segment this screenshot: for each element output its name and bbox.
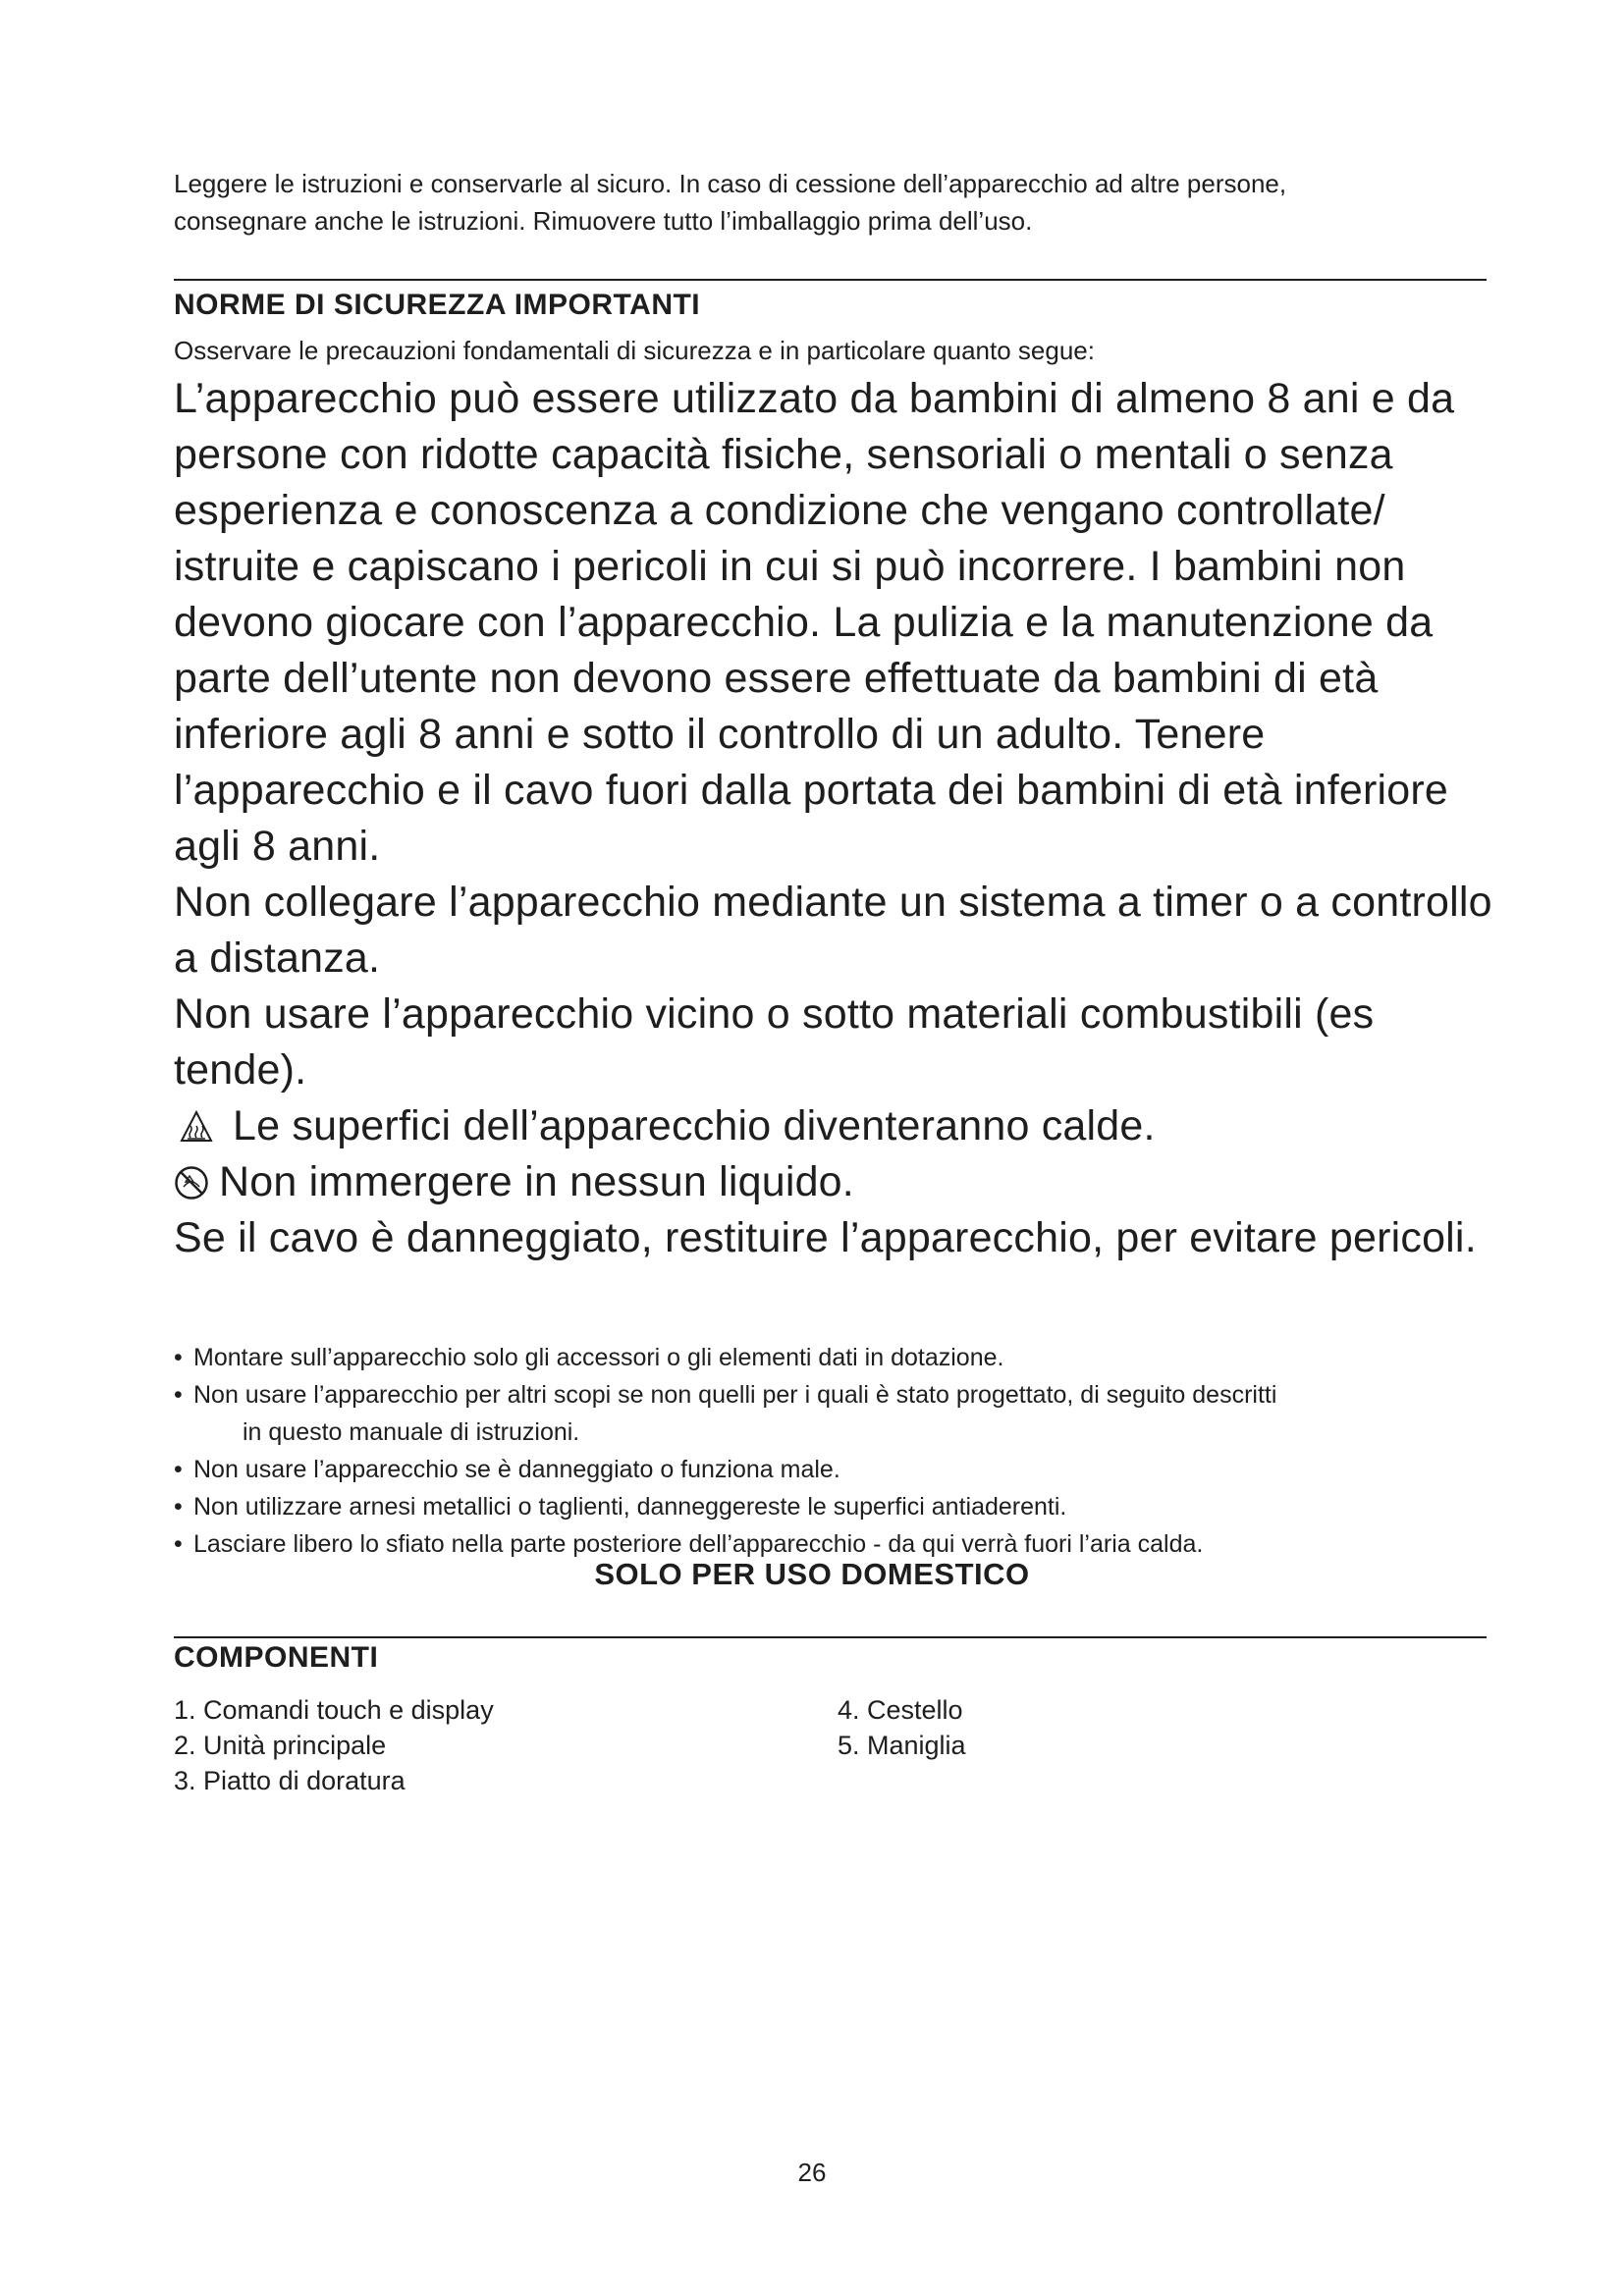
safety-paragraph-combustible: Non usare l’apparecchio vicino o sotto materiali combustibili (es tende). (174, 990, 1375, 1094)
section-divider (174, 279, 1487, 281)
bullet-text: Non usare l’apparecchio se è danneggiato o funziona male. (193, 1456, 840, 1483)
component-item: 4. Cestello (838, 1695, 963, 1725)
no-immerse-icon (174, 1165, 209, 1201)
safety-subtitle: Osservare le precauzioni fondamentali di sicurezza e in particolare quanto segue: (174, 336, 1095, 365)
intro-line: Leggere le istruzioni e conservarle al sicuro. In caso di cessione dell’apparecchio ad altre persone, (174, 169, 1287, 198)
bullet-text: Non utilizzare arnesi metallici o taglienti, danneggereste le superfici antiaderenti. (193, 1493, 1067, 1521)
components-list-right (838, 1692, 966, 1763)
component-item: 3. Piatto di doratura (174, 1766, 406, 1795)
components-title: COMPONENTI (174, 1641, 379, 1674)
bullet-text: Montare sull’apparecchio solo gli accessori o gli elementi dati in dotazione. (193, 1344, 1004, 1371)
hot-surface-icon (180, 1110, 213, 1144)
component-item: 1. Comandi touch e display (174, 1695, 494, 1725)
safety-large-text (174, 371, 1499, 1266)
list-item (174, 1488, 1489, 1525)
bullet-marker: • (174, 1456, 183, 1483)
intro-text (174, 165, 1489, 240)
section-divider (174, 1636, 1487, 1638)
list-item (174, 1376, 1489, 1451)
domestic-use-notice: SOLO PER USO DOMESTICO (594, 1557, 1030, 1591)
intro-line: consegnare anche le istruzioni. Rimuovere tutto l’imballaggio prima dell’uso. (174, 206, 1033, 236)
page-number: 26 (797, 2158, 827, 2187)
bullet-marker: • (174, 1381, 183, 1409)
hot-surface-text: Le superfici dell’apparecchio diventeranno calde. (233, 1102, 1156, 1149)
bullet-text: Lasciare libero lo sfiato nella parte posteriore dell’apparecchio - da qui verrà fuori l’aria calda. (193, 1530, 1204, 1558)
bullet-continuation: in questo manuale di istruzioni. (243, 1418, 580, 1446)
component-item: 5. Maniglia (838, 1731, 966, 1760)
component-item: 2. Unità principale (174, 1731, 387, 1760)
components-list-left (174, 1692, 494, 1798)
hot-surface-warning (174, 1098, 1499, 1154)
safety-bullet-list (174, 1339, 1489, 1563)
safety-title: NORME DI SICUREZZA IMPORTANTI (174, 289, 701, 321)
bullet-marker: • (174, 1493, 183, 1521)
bullet-marker: • (174, 1344, 183, 1371)
safety-paragraph-cable: Se il cavo è danneggiato, restituire l’apparecchio, per evitare pericoli. (174, 1214, 1477, 1261)
bullet-text: Non usare l’apparecchio per altri scopi se non quelli per i quali è stato progettato, di seguito descritti (193, 1381, 1277, 1409)
bullet-marker: • (174, 1530, 183, 1558)
list-item (174, 1339, 1489, 1376)
safety-paragraph-children: L’apparecchio può essere utilizzato da bambini di almeno 8 ani e da persone con ridotte capacità fisiche, sensoriali o mentali o senza esperienza e conoscenza a condizione che vengano controllate/ istruite e capiscano i pericoli in cui si può incorrere. I bambini non devono giocare con l’apparecchio. La pulizia e la manutenzione da parte dell’utente non devono essere effettuate da bambini di età inferiore agli 8 anni e sotto il controllo di un adulto. Tenere l’apparecchio e il cavo fuori dalla portata dei bambini di età inferiore agli 8 anni. (174, 375, 1455, 870)
no-immerse-warning (174, 1154, 1499, 1210)
no-immerse-text: Non immergere in nessun liquido. (219, 1158, 854, 1205)
list-item (174, 1451, 1489, 1488)
safety-paragraph-timer: Non collegare l’apparecchio mediante un sistema a timer o a controllo a distanza. (174, 879, 1492, 982)
